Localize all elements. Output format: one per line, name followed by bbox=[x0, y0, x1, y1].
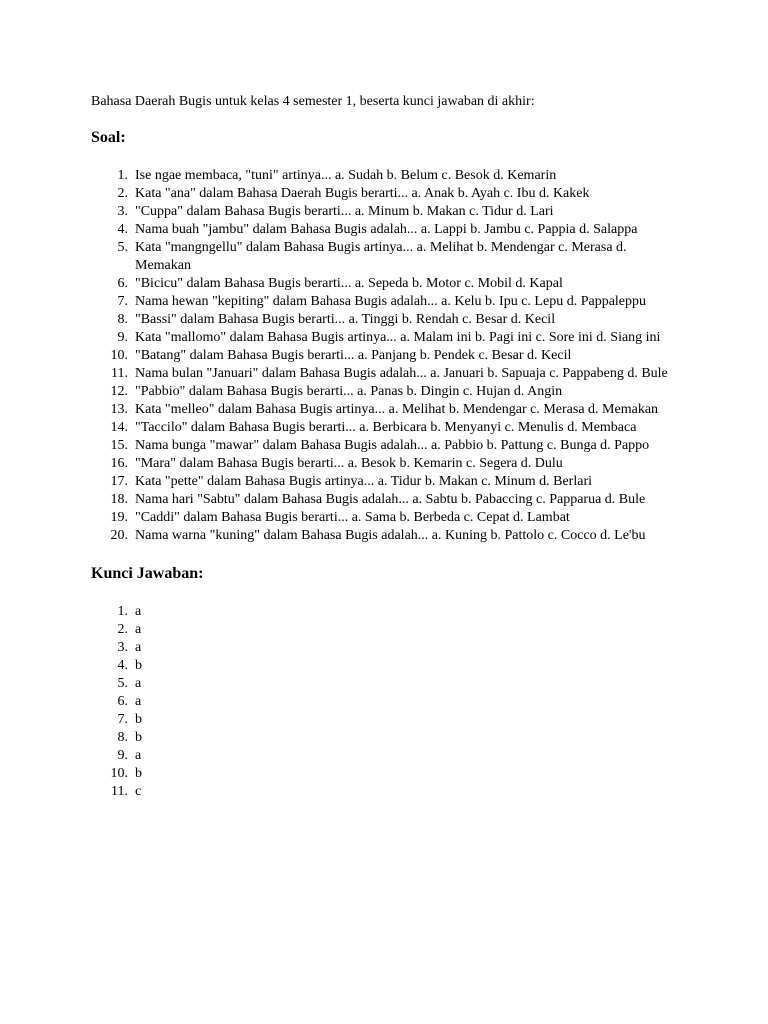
question-text: Nama bulan "Januari" dalam Bahasa Bugis adalah... a. Januari b. Sapuaja c. Pappabeng d. Bule bbox=[135, 366, 668, 381]
answer-list bbox=[91, 603, 691, 801]
question-item bbox=[91, 383, 691, 401]
answer-item bbox=[91, 783, 691, 801]
question-item bbox=[91, 221, 691, 239]
question-number: 5. bbox=[117, 240, 135, 255]
answer-text: a bbox=[135, 622, 142, 637]
question-list bbox=[91, 167, 691, 545]
question-number: 20. bbox=[110, 528, 135, 543]
answer-text: a bbox=[135, 676, 142, 691]
question-number: 16. bbox=[110, 456, 135, 471]
answer-item bbox=[91, 639, 691, 657]
question-number: 8. bbox=[117, 312, 135, 327]
question-number: 15. bbox=[110, 438, 135, 453]
question-number: 12. bbox=[110, 384, 135, 399]
answer-number: 3. bbox=[117, 640, 135, 655]
question-number: 2. bbox=[117, 186, 135, 201]
question-item bbox=[91, 293, 691, 311]
question-text: "Mara" dalam Bahasa Bugis berarti... a. Besok b. Kemarin c. Segera d. Dulu bbox=[135, 456, 563, 471]
question-item bbox=[91, 311, 691, 329]
answer-item bbox=[91, 711, 691, 729]
answer-text: a bbox=[135, 748, 142, 763]
answer-number: 10. bbox=[110, 766, 135, 781]
answer-number: 8. bbox=[117, 730, 135, 745]
question-text: Nama bunga "mawar" dalam Bahasa Bugis adalah... a. Pabbio b. Pattung c. Bunga d. Pappo bbox=[135, 438, 650, 453]
question-item bbox=[91, 203, 691, 221]
question-item bbox=[91, 185, 691, 203]
document-page bbox=[91, 93, 691, 801]
question-item bbox=[91, 491, 691, 509]
answer-text: b bbox=[135, 766, 142, 781]
question-item bbox=[91, 401, 691, 419]
answer-number: 5. bbox=[117, 676, 135, 691]
soal-heading: Soal: bbox=[91, 129, 126, 146]
question-text: "Pabbio" dalam Bahasa Bugis berarti... a. Panas b. Dingin c. Hujan d. Angin bbox=[135, 384, 563, 399]
question-item bbox=[91, 347, 691, 365]
answer-number: 4. bbox=[117, 658, 135, 673]
answer-text: a bbox=[135, 694, 142, 709]
answer-number: 2. bbox=[117, 622, 135, 637]
question-number: 18. bbox=[110, 492, 135, 507]
question-number: 14. bbox=[110, 420, 135, 435]
question-text: Nama hari "Sabtu" dalam Bahasa Bugis adalah... a. Sabtu b. Pabaccing c. Papparua d. Bule bbox=[135, 492, 646, 507]
question-number: 9. bbox=[117, 330, 135, 345]
answer-item bbox=[91, 675, 691, 693]
question-text: Nama buah "jambu" dalam Bahasa Bugis adalah... a. Lappi b. Jambu c. Pappia d. Salappa bbox=[135, 222, 638, 237]
question-number: 10. bbox=[110, 348, 135, 363]
question-item bbox=[91, 329, 691, 347]
question-text: Nama hewan "kepiting" dalam Bahasa Bugis adalah... a. Kelu b. Ipu c. Lepu d. Pappaleppu bbox=[135, 294, 647, 309]
question-number: 1. bbox=[117, 168, 135, 183]
question-number: 3. bbox=[117, 204, 135, 219]
question-text: "Bassi" dalam Bahasa Bugis berarti... a. Tinggi b. Rendah c. Besar d. Kecil bbox=[135, 312, 556, 327]
question-item bbox=[91, 167, 691, 185]
answer-text: b bbox=[135, 730, 142, 745]
answer-text: b bbox=[135, 712, 142, 727]
question-number: 6. bbox=[117, 276, 135, 291]
question-item bbox=[91, 275, 691, 293]
question-item bbox=[91, 455, 691, 473]
answer-text: a bbox=[135, 640, 142, 655]
question-text: Kata "mallomo" dalam Bahasa Bugis artinya... a. Malam ini b. Pagi ini c. Sore ini d. Siang ini bbox=[135, 330, 661, 345]
question-number: 4. bbox=[117, 222, 135, 237]
answer-text: c bbox=[135, 784, 142, 799]
question-text: "Batang" dalam Bahasa Bugis berarti... a. Panjang b. Pendek c. Besar d. Kecil bbox=[135, 348, 572, 363]
answer-item bbox=[91, 765, 691, 783]
question-number: 13. bbox=[110, 402, 135, 417]
question-item bbox=[91, 473, 691, 491]
answer-text: a bbox=[135, 604, 142, 619]
answer-number: 9. bbox=[117, 748, 135, 763]
question-text: Nama warna "kuning" dalam Bahasa Bugis adalah... a. Kuning b. Pattolo c. Cocco d. Le'bu bbox=[135, 528, 646, 543]
question-number: 17. bbox=[110, 474, 135, 489]
answer-item bbox=[91, 747, 691, 765]
question-number: 11. bbox=[111, 366, 135, 381]
question-text: "Caddi" dalam Bahasa Bugis berarti... a. Sama b. Berbeda c. Cepat d. Lambat bbox=[135, 510, 570, 525]
question-item bbox=[91, 419, 691, 437]
question-text: Ise ngae membaca, "tuni" artinya... a. Sudah b. Belum c. Besok d. Kemarin bbox=[135, 168, 557, 183]
question-item bbox=[91, 365, 691, 383]
answer-item bbox=[91, 729, 691, 747]
question-text: "Bicicu" dalam Bahasa Bugis berarti... a. Sepeda b. Motor c. Mobil d. Kapal bbox=[135, 276, 563, 291]
question-number: 19. bbox=[110, 510, 135, 525]
question-text: Kata "melleo" dalam Bahasa Bugis artinya... a. Melihat b. Mendengar c. Merasa d. Memakan bbox=[135, 402, 659, 417]
question-number: 7. bbox=[117, 294, 135, 309]
answer-item bbox=[91, 657, 691, 675]
question-text: Kata "mangngellu" dalam Bahasa Bugis artinya... a. Melihat b. Mendengar c. Merasa d. Memakan bbox=[135, 240, 627, 273]
question-item bbox=[91, 527, 691, 545]
question-item bbox=[91, 239, 691, 275]
answer-item bbox=[91, 603, 691, 621]
answer-number: 11. bbox=[111, 784, 135, 799]
question-text: "Taccilo" dalam Bahasa Bugis berarti... a. Berbicara b. Menyanyi c. Menulis d. Membaca bbox=[135, 420, 637, 435]
answer-item bbox=[91, 693, 691, 711]
intro-text: Bahasa Daerah Bugis untuk kelas 4 semester 1, beserta kunci jawaban di akhir: bbox=[91, 94, 535, 109]
kunci-jawaban-heading: Kunci Jawaban: bbox=[91, 565, 204, 582]
question-item bbox=[91, 509, 691, 527]
question-text: Kata "pette" dalam Bahasa Bugis artinya... a. Tidur b. Makan c. Minum d. Berlari bbox=[135, 474, 593, 489]
answer-number: 7. bbox=[117, 712, 135, 727]
answer-number: 1. bbox=[117, 604, 135, 619]
question-item bbox=[91, 437, 691, 455]
answer-item bbox=[91, 621, 691, 639]
answer-number: 6. bbox=[117, 694, 135, 709]
answer-text: b bbox=[135, 658, 142, 673]
question-text: "Cuppa" dalam Bahasa Bugis berarti... a. Minum b. Makan c. Tidur d. Lari bbox=[135, 204, 554, 219]
question-text: Kata "ana" dalam Bahasa Daerah Bugis berarti... a. Anak b. Ayah c. Ibu d. Kakek bbox=[135, 186, 590, 201]
